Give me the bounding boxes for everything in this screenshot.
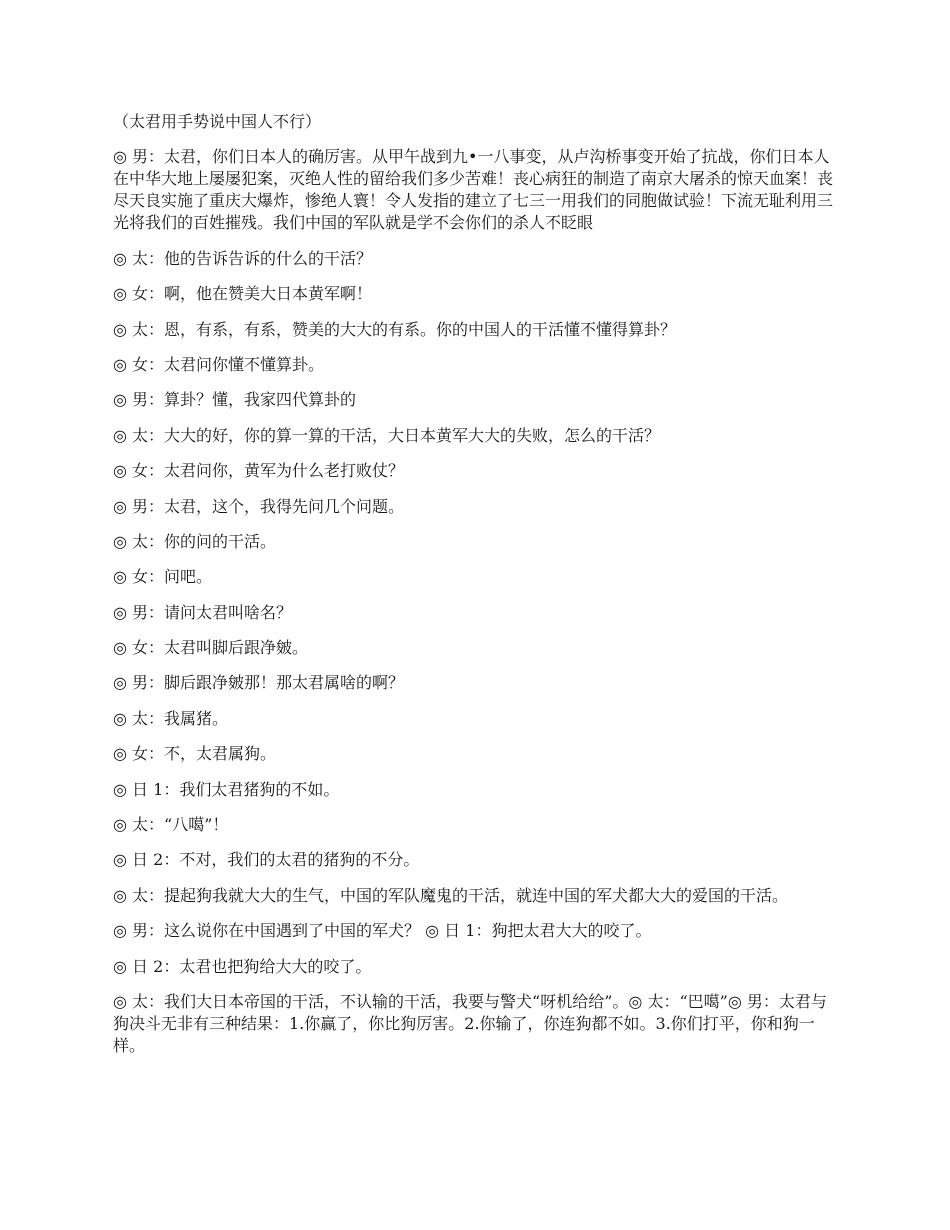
paragraph-dialogue: ◎ 太：大大的好，你的算一算的干活，大日本黄军大大的失败，怎么的干活？	[113, 425, 661, 445]
paragraph-dialogue: ◎ 男：脚后跟净皴那！那太君属啥的啊？	[113, 673, 405, 693]
paragraph-dialogue: ◎ 太：“八噶”！	[113, 815, 229, 835]
paragraph-dialogue: ◎ 女：太君问你懂不懂算卦。	[113, 354, 325, 374]
paragraph-dialogue: ◎ 太：提起狗我就大大的生气，中国的军队魔鬼的干活，就连中国的军犬都大大的爱国的干活。	[113, 885, 789, 905]
paragraph-dialogue: ◎ 男：太君，这个，我得先问几个问题。	[113, 496, 405, 516]
paragraph-dialogue: ◎ 男：这么说你在中国遇到了中国的军犬？ ◎ 日 1：狗把太君大大的咬了。	[113, 921, 652, 941]
paragraph-stage-direction: （太君用手势说中国人不行）	[113, 112, 322, 131]
paragraph-dialogue: ◎ 太：恩，有系，有系，赞美的大大的有系。你的中国人的干活懂不懂得算卦？	[113, 319, 677, 339]
paragraph-dialogue: ◎ 女：太君叫脚后跟净皴。	[113, 638, 309, 658]
paragraph-dialogue: ◎ 太：我属猪。	[113, 708, 229, 728]
paragraph-dialogue: ◎ 女：不，太君属狗。	[113, 744, 277, 764]
paragraph-dialogue: ◎ 日 2：太君也把狗给大大的咬了。	[113, 956, 372, 976]
paragraph-dialogue: ◎ 女：问吧。	[113, 567, 213, 587]
paragraph-dialogue: ◎ 太：你的问的干活。	[113, 531, 277, 551]
paragraph-dialogue: ◎ 太：他的告诉告诉的什么的干活？	[113, 248, 373, 268]
paragraph-dialogue: ◎ 日 2：不对，我们的太君的猪狗的不分。	[113, 850, 420, 870]
paragraph-dialogue: ◎ 太：我们大日本帝国的干活，不认输的干活，我要与警犬“呀机给给”。◎ 太：“巴噶”◎ 男：太君与狗决斗无非有三种结果：1.你赢了，你比狗厉害。2.你输了，你连狗都不如。3.你们打平，你和狗一样。	[113, 991, 827, 1055]
paragraph-dialogue: ◎ 女：太君问你，黄军为什么老打败仗？	[113, 461, 405, 481]
paragraph-dialogue: ◎ 男：请问太君叫啥名？	[113, 602, 293, 622]
paragraph-dialogue: ◎ 日 1：我们太君猪狗的不如。	[113, 779, 340, 799]
paragraph-dialogue: ◎ 男：算卦？懂，我家四代算卦的	[113, 390, 357, 410]
paragraph-dialogue: ◎ 女：啊，他在赞美大日本黄军啊！	[113, 284, 373, 304]
paragraph-dialogue: ◎ 男：太君，你们日本人的确厉害。从甲午战到九•一八事变，从卢沟桥事变开始了抗战，你们日本人在中华大地上屡屡犯案，灭绝人性的留给我们多少苦难！丧心病狂的制造了南京大屠杀的惊天血案！丧尽天良实施了重庆大爆炸，惨绝人寰！令人发指的建立了七三一用我们的同胞做试验！下流无耻利用三光将我们的百姓摧残。我们中国的军队就是学不会你们的杀人不眨眼	[113, 147, 834, 233]
document-page	[113, 111, 841, 1070]
